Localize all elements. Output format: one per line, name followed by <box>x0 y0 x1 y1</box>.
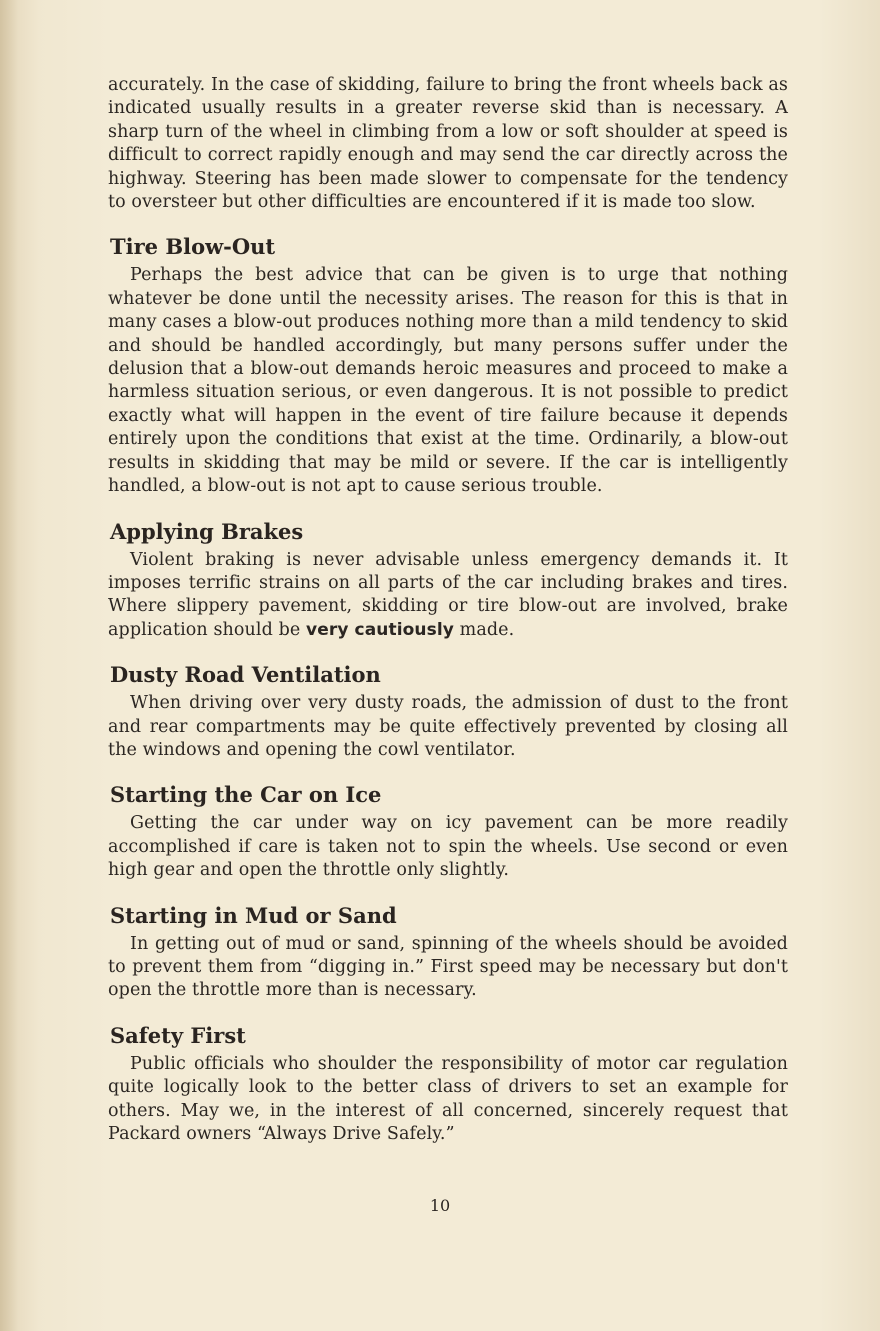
section-body: In getting out of mud or sand, spinning of the wheels should be avoided to prevent them from “digging in.” First speed may be necessary but don't open the throttle more than is necessary. <box>108 933 788 1001</box>
section-heading: Safety First <box>110 1022 246 1048</box>
section-safety-first <box>108 1023 788 1147</box>
section-body <box>108 549 788 643</box>
page-spine-shadow <box>0 0 18 1331</box>
section-starting-in-mud <box>108 903 788 1003</box>
emphasis-text: very cautiously <box>306 619 454 640</box>
section-heading: Applying Brakes <box>110 518 304 544</box>
section-heading: Dusty Road Ventilation <box>110 662 381 688</box>
section-heading: Starting in Mud or Sand <box>110 902 397 928</box>
body-text: Violent braking is never advisable unless emergency demands it. It imposes terrific strains on all parts of the car including brakes and tires. Where slippery pavement, skidding or tire blow-out are involved, brake application should be <box>108 549 788 640</box>
page-number: 10 <box>429 1196 451 1215</box>
section-applying-brakes <box>108 519 788 643</box>
body-text: made. <box>459 619 515 640</box>
section-heading: Tire Blow-Out <box>110 234 276 260</box>
section-body: Getting the car under way on icy pavement can be more readily accomplished if care is taken not to spin the wheels. Use second or even high gear and open the throttle only slightly. <box>108 813 788 881</box>
section-dusty-road-ventilation <box>108 662 788 762</box>
section-body: Perhaps the best advice that can be given is to urge that nothing whatever be done until the necessity arises. The reason for this is that in many cases a blow-out produces nothing more than a mild tendency to skid and should be handled accordingly, but many persons suffer under the delusion that a blow-out demands heroic measures and proceed to make a harmless situation serious, or even dangerous. It is not possible to predict exactly what will happen in the event of tire failure because it depends entirely upon the conditions that exist at the time. Ordinarily, a blow-out results in skidding that may be mild or severe. If the car is intelligently handled, a blow-out is not apt to cause serious trouble. <box>108 265 788 497</box>
section-heading: Starting the Car on Ice <box>110 782 382 808</box>
document-page <box>108 74 788 1146</box>
section-body: Public officials who shoulder the responsibility of motor car regulation quite logically look to the better class of drivers to set an example for others. May we, in the interest of all concerned, sincerely request that Packard owners “Always Drive Safely.” <box>108 1053 788 1144</box>
intro-paragraph: accurately. In the case of skidding, failure to bring the front wheels back as indicated usually results in a greater reverse skid than is necessary. A sharp turn of the wheel in climbing from a low or soft shoulder at speed is difficult to correct rapidly enough and may send the car directly across the highway. Steering has been made slower to compensate for the tendency to oversteer but other difficulties are encountered if it is made too slow. <box>108 75 788 213</box>
section-body: When driving over very dusty roads, the admission of dust to the front and rear compartments may be quite effectively prevented by closing all the windows and opening the cowl ventilator. <box>108 693 788 760</box>
section-tire-blow-out <box>108 234 788 498</box>
section-starting-on-ice <box>108 782 788 882</box>
